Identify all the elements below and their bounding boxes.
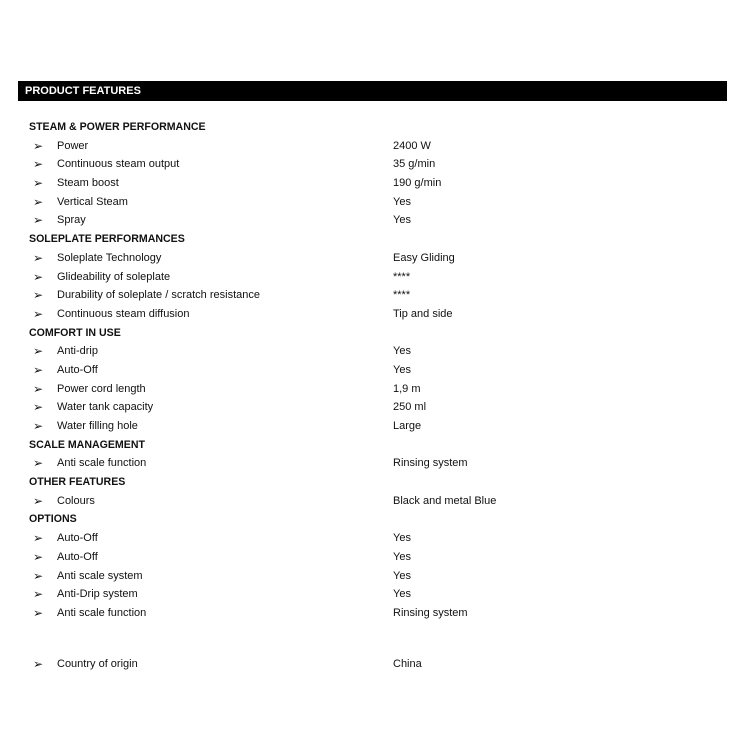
spec-list — [0, 118, 745, 673]
arrow-bullet-icon: ➢ — [33, 587, 44, 602]
arrow-bullet-icon: ➢ — [33, 493, 44, 508]
spec-row — [0, 286, 745, 305]
spec-value: Rinsing system — [393, 606, 468, 619]
spec-value: Tip and side — [393, 307, 453, 320]
spec-label: Anti-Drip system — [57, 588, 138, 601]
spec-label: Continuous steam diffusion — [57, 307, 190, 320]
spec-row — [0, 585, 745, 604]
spec-value: Yes — [393, 588, 411, 601]
arrow-bullet-icon: ➢ — [33, 531, 44, 546]
spec-row — [0, 548, 745, 567]
arrow-bullet-icon: ➢ — [33, 194, 44, 209]
spec-label: Continuous steam output — [57, 158, 180, 171]
section-heading: OTHER FEATURES — [29, 476, 126, 489]
spec-row — [0, 417, 745, 436]
arrow-bullet-icon: ➢ — [33, 269, 44, 284]
spec-value: Yes — [393, 345, 411, 358]
spec-row — [0, 342, 745, 361]
arrow-bullet-icon: ➢ — [33, 456, 44, 471]
spec-label: Auto-Off — [57, 532, 98, 545]
spec-label: Durability of soleplate / scratch resistance — [57, 289, 260, 302]
section-heading: OPTIONS — [29, 513, 77, 526]
spec-label: Water tank capacity — [57, 401, 154, 414]
arrow-bullet-icon: ➢ — [33, 362, 44, 377]
spec-value: Yes — [393, 550, 411, 563]
spec-value: 2400 W — [393, 139, 431, 152]
origin-label: Country of origin — [57, 657, 138, 670]
spec-row — [0, 268, 745, 287]
arrow-bullet-icon: ➢ — [33, 250, 44, 265]
spec-value: Black and metal Blue — [393, 494, 497, 507]
spec-row — [0, 380, 745, 399]
spec-value: 35 g/min — [393, 158, 436, 171]
spec-row — [0, 529, 745, 548]
spec-row — [0, 398, 745, 417]
spec-label: Anti scale function — [57, 457, 147, 470]
spec-label: Soleplate Technology — [57, 251, 162, 264]
spec-value: 1,9 m — [393, 382, 421, 395]
arrow-bullet-icon: ➢ — [33, 656, 44, 671]
origin-value: China — [393, 657, 422, 670]
spec-row — [0, 155, 745, 174]
spec-value: Yes — [393, 195, 411, 208]
spec-row — [0, 211, 745, 230]
spec-label: Steam boost — [57, 177, 119, 190]
spec-value: Rinsing system — [393, 457, 468, 470]
spec-value: Yes — [393, 569, 411, 582]
arrow-bullet-icon: ➢ — [33, 419, 44, 433]
section-heading: STEAM & POWER PERFORMANCE — [29, 121, 206, 133]
arrow-bullet-icon: ➢ — [33, 176, 44, 191]
spec-label: Anti scale system — [57, 569, 143, 582]
arrow-bullet-icon: ➢ — [33, 157, 44, 172]
spec-label: Auto-Off — [57, 550, 98, 563]
section-heading: SCALE MANAGEMENT — [29, 438, 145, 451]
spec-label: Vertical Steam — [57, 195, 128, 208]
spec-label: Water filling hole — [57, 420, 138, 432]
spec-label: Anti scale function — [57, 606, 147, 619]
spec-row — [0, 361, 745, 380]
spec-row — [0, 604, 745, 623]
spec-label: Auto-Off — [57, 363, 98, 376]
arrow-bullet-icon: ➢ — [33, 568, 44, 583]
spec-label: Power cord length — [57, 382, 146, 395]
header-title: PRODUCT FEATURES — [25, 85, 141, 97]
spec-value: 190 g/min — [393, 177, 442, 190]
spec-value: Yes — [393, 532, 411, 545]
arrow-bullet-icon: ➢ — [33, 381, 44, 396]
arrow-bullet-icon: ➢ — [33, 549, 44, 564]
spec-label: Power — [57, 139, 89, 152]
spec-label: Colours — [57, 494, 95, 507]
spec-value: **** — [393, 270, 411, 283]
arrow-bullet-icon: ➢ — [33, 400, 44, 415]
arrow-bullet-icon: ➢ — [33, 306, 44, 321]
spacer — [0, 623, 745, 655]
spec-row — [0, 249, 745, 268]
spec-value: Yes — [393, 363, 411, 376]
spec-row — [0, 137, 745, 156]
origin-row — [0, 655, 745, 674]
spec-row — [0, 174, 745, 193]
spec-value: Large — [393, 420, 422, 432]
arrow-bullet-icon: ➢ — [33, 138, 44, 153]
spec-value: **** — [393, 289, 411, 302]
spec-label: Glideability of soleplate — [57, 270, 171, 283]
spec-row — [0, 454, 745, 473]
spec-label: Anti-drip — [57, 345, 98, 358]
arrow-bullet-icon: ➢ — [33, 213, 44, 228]
arrow-bullet-icon: ➢ — [33, 288, 44, 303]
spec-value: 250 ml — [393, 401, 427, 414]
spec-row — [0, 492, 745, 511]
spec-row — [0, 193, 745, 212]
arrow-bullet-icon: ➢ — [33, 344, 44, 359]
section-heading: SOLEPLATE PERFORMANCES — [29, 233, 185, 246]
spec-value: Easy Gliding — [393, 251, 455, 264]
product-features-header — [18, 81, 727, 101]
spec-row — [0, 567, 745, 586]
spec-label: Spray — [57, 214, 86, 227]
spec-value: Yes — [393, 214, 411, 227]
spec-row — [0, 305, 745, 324]
section-heading: COMFORT IN USE — [29, 326, 121, 339]
arrow-bullet-icon: ➢ — [33, 605, 44, 620]
